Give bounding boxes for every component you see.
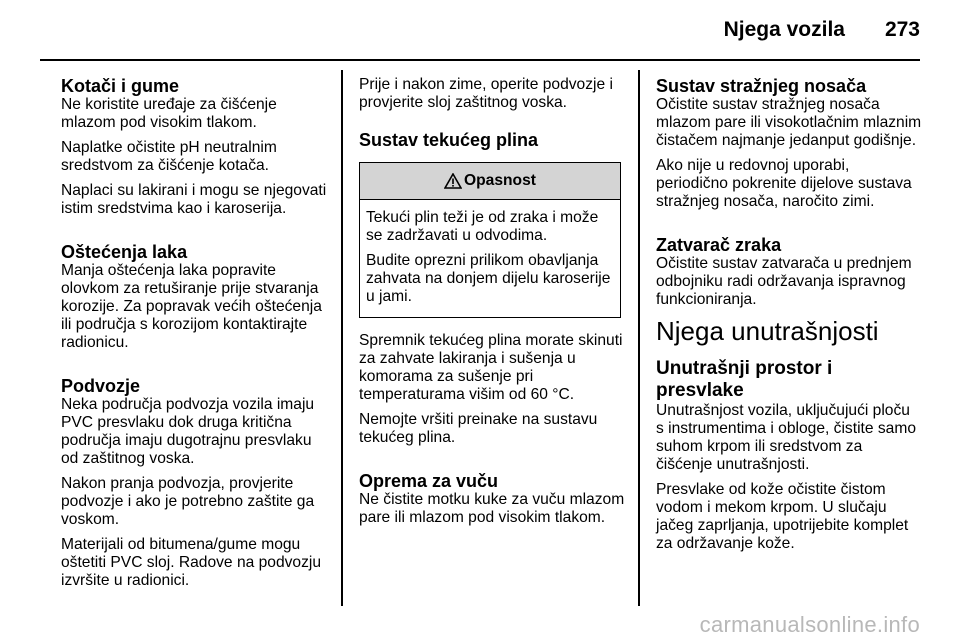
watermark: carmanualsonline.info xyxy=(699,612,920,637)
warning-paragraph: Budite oprezni prilikom obavljanja zahvata na donjem dijelu karoserije u jami. xyxy=(366,252,611,305)
paragraph: Naplatke očistite pH neutralnim sredstvom za čišćenje kotača. xyxy=(61,139,277,174)
chapter-heading: Njega unutrašnjosti xyxy=(656,316,879,346)
paragraph: Očistite sustav stražnjeg nosača mlazom pare ili visokotlačnim mlaznim čistačem najmanje jedanput godišnje. xyxy=(656,96,922,149)
page-header xyxy=(0,0,960,60)
section-heading-paint-damage: Oštećenja laka xyxy=(61,242,188,262)
warning-header xyxy=(360,163,620,200)
section-heading-wheels-tyres: Kotači i gume xyxy=(61,76,180,96)
paragraph: Ne čistite motku kuke za vuču mlazom pare ili mlazom pod visokim tlakom. xyxy=(359,491,625,526)
section-heading-air-shutter: Zatvarač zraka xyxy=(656,235,782,255)
header-rule xyxy=(40,59,920,61)
section-heading-underbody: Podvozje xyxy=(61,376,141,396)
paragraph: Ako nije u redovnoj uporabi, periodično pokrenite dijelove sustava stražnjeg nosača, naročito zimi. xyxy=(656,157,912,210)
column-divider-1 xyxy=(341,70,343,606)
paragraph: Spremnik tekućeg plina morate skinuti za zahvate lakiranja i sušenja u komorama za sušenje pri temperaturama višim od 60 °C. xyxy=(359,332,623,403)
warning-body xyxy=(360,200,620,317)
page-number: 273 xyxy=(884,18,920,41)
column-2 xyxy=(359,76,625,534)
paragraph: Materijali od bitumena/gume mogu oštetiti PVC sloj. Radove na podvozju izvršite u radionici. xyxy=(61,536,322,589)
paragraph: Nakon pranja podvozja, provjerite podvozje i ako je potrebno zaštite ga voskom. xyxy=(61,475,315,528)
warning-triangle-icon xyxy=(444,173,462,189)
section-heading-interior-upholstery: Unutrašnji prostor i presvlake xyxy=(656,358,833,401)
paragraph: Prije i nakon zime, operite podvozje i provjerite sloj zaštitnog voska. xyxy=(359,76,613,111)
section-heading-lpg-system: Sustav tekućeg plina xyxy=(359,130,539,150)
paragraph: Ne koristite uređaje za čišćenje mlazom pod visokim tlakom. xyxy=(61,96,277,131)
header-title: Njega vozila xyxy=(723,18,845,41)
section-heading-rear-carrier: Sustav stražnjeg nosača xyxy=(656,76,867,96)
warning-box xyxy=(359,162,621,318)
paragraph: Neka područja podvozja vozila imaju PVC presvlaku dok druga kritična područja imaju dugotrajnu presvlaku od zaštitnog voska. xyxy=(61,396,315,467)
paragraph: Nemojte vršiti preinake na sustavu tekućeg plina. xyxy=(359,411,598,446)
column-1 xyxy=(61,76,333,597)
warning-paragraph: Tekući plin teži je od zraka i može se zadržavati u odvodima. xyxy=(366,209,599,244)
paragraph: Presvlake od kože očistite čistom vodom i mekom krpom. U slučaju jačeg zaprljanja, upotrijebite komplet za održavanje kože. xyxy=(656,481,909,552)
paragraph: Unutrašnjost vozila, uključujući ploču s instrumentima i obloge, čistite samo suhom krpom ili sredstvom za čišćenje unutrašnjosti. xyxy=(656,402,916,473)
column-divider-2 xyxy=(638,70,640,606)
paragraph: Manja oštećenja laka popravite olovkom za retuširanje prije stvaranja korozije. Za popravak većih oštećenja ili područja s korozijom kontaktirajte radionicu. xyxy=(61,262,322,351)
paragraph: Naplaci su lakirani i mogu se njegovati istim sredstvima kao i karoserija. xyxy=(61,182,327,217)
column-3 xyxy=(656,76,922,560)
paragraph: Očistite sustav zatvarača u prednjem odbojniku radi održavanja ispravnog funkcioniranja. xyxy=(656,255,912,308)
warning-title: Opasnost xyxy=(464,172,536,189)
section-heading-towing-equipment: Oprema za vuču xyxy=(359,471,499,491)
